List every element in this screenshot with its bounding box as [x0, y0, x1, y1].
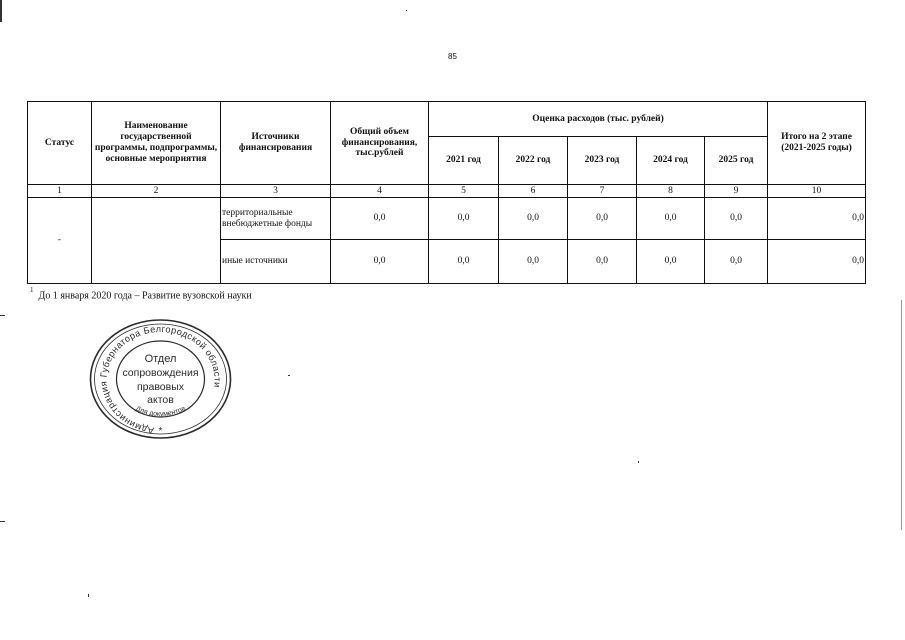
- column-number: 6: [499, 185, 568, 198]
- scan-artifact: [406, 10, 407, 11]
- column-number: 5: [429, 185, 499, 198]
- official-stamp: [88, 318, 233, 440]
- stamp-center-line: правовых: [136, 381, 185, 393]
- total-cell: 0,0: [331, 240, 429, 284]
- year-value-cell: 0,0: [499, 240, 568, 284]
- column-number: 10: [768, 185, 866, 198]
- stamp-center-line: Отдел: [144, 353, 177, 365]
- year-value-cell: 0,0: [637, 198, 705, 240]
- header-year-2022: 2022 год: [499, 137, 568, 185]
- header-expense-estimate: Оценка расходов (тыс. рублей): [429, 102, 768, 137]
- scan-artifact: [638, 461, 639, 463]
- stamp-star: *: [158, 426, 163, 437]
- column-number: 4: [331, 185, 429, 198]
- column-number: 2: [92, 185, 221, 198]
- stamp-center-line: сопровождения: [122, 367, 199, 379]
- page-number: 85: [448, 52, 457, 61]
- total-cell: 0,0: [331, 198, 429, 240]
- header-total-volume: Общий объем финансирования, тыс.рублей: [331, 102, 429, 185]
- header-status: Статус: [28, 102, 92, 185]
- year-value-cell: 0,0: [705, 240, 768, 284]
- stamp-rings: [91, 320, 231, 438]
- stage-total-cell: 0,0: [768, 198, 866, 240]
- scan-artifact: [288, 375, 290, 376]
- header-program-name: Наименование государственной программы, подпрограммы, основные мероприятия: [92, 102, 221, 185]
- footnote: [30, 288, 252, 301]
- year-value-cell: 0,0: [568, 198, 637, 240]
- header-year-2024: 2024 год: [637, 137, 705, 185]
- scan-artifact: [88, 594, 89, 597]
- column-number: 8: [637, 185, 705, 198]
- column-number: 9: [705, 185, 768, 198]
- scan-artifact: [0, 315, 5, 316]
- column-number: 7: [568, 185, 637, 198]
- stamp-ring-text: Администрация Губернатора Белгородской области: [98, 323, 223, 436]
- year-value-cell: 0,0: [429, 240, 499, 284]
- header-year-2021: 2021 год: [429, 137, 499, 185]
- stage-total-cell: 0,0: [768, 240, 866, 284]
- scan-artifact: [901, 300, 902, 530]
- column-number-row: [28, 185, 866, 198]
- header-year-2025: 2025 год: [705, 137, 768, 185]
- header-stage-total: Итого на 2 этапе (2021-2025 годы): [768, 102, 866, 185]
- stamp-bottom-text: Для документов: [134, 405, 187, 419]
- program-name-cell: [92, 198, 221, 284]
- footnote-marker: 1: [30, 286, 34, 294]
- table-row: [28, 198, 866, 240]
- scan-artifact: [0, 521, 5, 522]
- year-value-cell: 0,0: [705, 198, 768, 240]
- status-cell: -: [28, 198, 92, 284]
- footnote-text: До 1 января 2020 года – Развитие вузовской науки: [38, 290, 252, 302]
- source-cell: иные источники: [221, 240, 331, 284]
- header-sources: Источники финансирования: [221, 102, 331, 185]
- scan-artifact: [0, 0, 2, 22]
- stamp-center-line: актов: [147, 394, 174, 406]
- source-cell: территориальные внебюджетные фонды: [221, 198, 331, 240]
- column-number: 1: [28, 185, 92, 198]
- year-value-cell: 0,0: [568, 240, 637, 284]
- year-value-cell: 0,0: [429, 198, 499, 240]
- year-value-cell: 0,0: [637, 240, 705, 284]
- year-value-cell: 0,0: [499, 198, 568, 240]
- header-year-2023: 2023 год: [568, 137, 637, 185]
- financing-table: [27, 101, 866, 284]
- column-number: 3: [221, 185, 331, 198]
